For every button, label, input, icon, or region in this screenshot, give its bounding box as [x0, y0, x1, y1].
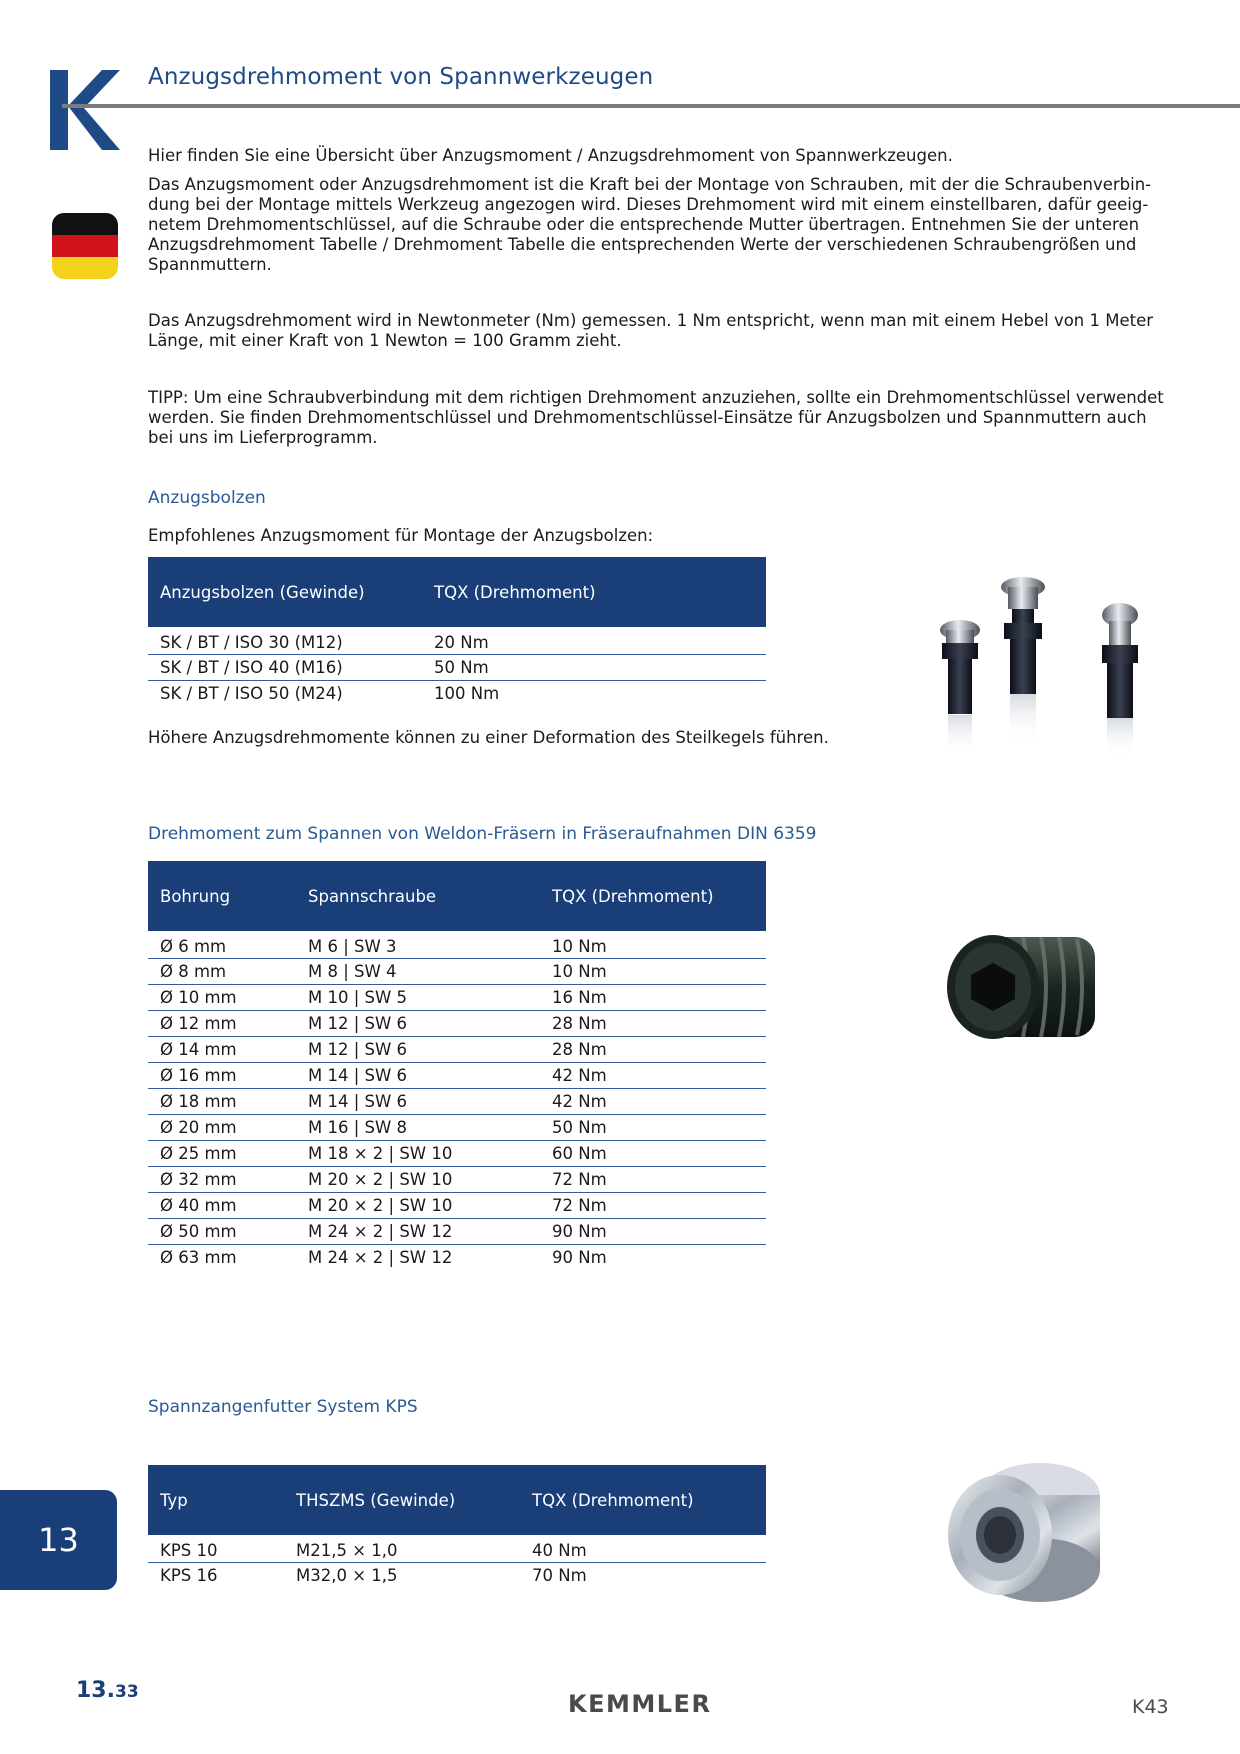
set-screw-image — [945, 925, 1105, 1055]
table-row: Ø 6 mm M 6 | SW 3 10 Nm — [148, 931, 766, 959]
column-header: Spannschraube — [296, 861, 540, 931]
intro-paragraph: Das Anzugsmoment oder Anzugsdrehmoment ist die Kraft bei der Montage von Schrauben, mit der die Schraubenverbin- dung bei der Montage mittels Werkzeug angezogen wird. Dieses Drehmoment wird mit einem einstellbaren, dafür geeig- netem Drehmomentschlüssel, auf die Schraube oder die entsprechende Mutter übertragen. Entnehmen Sie der unteren Anzugsdrehmoment Tabelle / Drehmoment Tabelle die entsprechenden Werte der verschiedenen Schraubengrößen und Spannmuttern. — [148, 175, 1152, 274]
pull-stud-image — [920, 575, 1170, 795]
column-header: TQX (Drehmoment) — [540, 861, 766, 931]
title-rule — [62, 104, 1240, 108]
table-row: Ø 14 mm M 12 | SW 6 28 Nm — [148, 1037, 766, 1063]
table-row: SK / BT / ISO 50 (M24) 100 Nm — [160, 684, 500, 703]
page-number: 13.33 — [76, 1678, 139, 1703]
table-row: Ø 32 mm M 20 × 2 | SW 10 72 Nm — [148, 1167, 766, 1193]
kps-table — [148, 1465, 766, 1588]
section-heading-kps: Spannzangenfutter System KPS — [148, 1397, 418, 1417]
table-row: Ø 8 mm M 8 | SW 4 10 Nm — [148, 959, 766, 985]
section-heading-weldon: Drehmoment zum Spannen von Weldon-Fräsern in Fräseraufnahmen DIN 6359 — [148, 824, 817, 844]
table-row: Ø 20 mm M 16 | SW 8 50 Nm — [148, 1115, 766, 1141]
table-row: Ø 12 mm M 12 | SW 6 28 Nm — [148, 1011, 766, 1037]
column-header: TQX (Drehmoment) — [422, 557, 766, 627]
anzugsbolzen-table — [148, 557, 766, 706]
chapter-tab[interactable]: 13 — [0, 1490, 117, 1590]
column-header: Typ — [148, 1465, 284, 1535]
intro-line: Hier finden Sie eine Übersicht über Anzugsmoment / Anzugsdrehmoment von Spannwerkzeugen. — [148, 146, 953, 165]
table-row: KPS 10 M21,5 × 1,0 40 Nm — [148, 1535, 766, 1563]
logo-k-icon — [50, 70, 120, 150]
column-header: THSZMS (Gewinde) — [284, 1465, 520, 1535]
anzugsbolzen-subtitle: Empfohlenes Anzugsmoment für Montage der Anzugsbolzen: — [148, 526, 654, 545]
catalog-code: K43 — [1132, 1696, 1169, 1718]
brand-logo: KEMMLER — [568, 1690, 712, 1718]
section-heading-anzugsbolzen: Anzugsbolzen — [148, 488, 266, 508]
column-header: TQX (Drehmoment) — [520, 1465, 766, 1535]
table-row: Ø 18 mm M 14 | SW 6 42 Nm — [148, 1089, 766, 1115]
table-row: Ø 16 mm M 14 | SW 6 42 Nm — [148, 1063, 766, 1089]
table-row: Ø 63 mm M 24 × 2 | SW 12 90 Nm — [160, 1248, 607, 1267]
anzugsbolzen-note: Höhere Anzugsdrehmomente können zu einer Deformation des Steilkegels führen. — [148, 728, 829, 747]
germany-flag-icon — [52, 213, 118, 279]
column-header: Anzugsbolzen (Gewinde) — [148, 557, 422, 627]
newtonmeter-paragraph: Das Anzugsdrehmoment wird in Newtonmeter (Nm) gemessen. 1 Nm entspricht, wenn man mit einem Hebel von 1 Meter Länge, mit einer Kraft von 1 Newton = 100 Gramm zieht. — [148, 311, 1154, 350]
table-row: Ø 10 mm M 10 | SW 5 16 Nm — [148, 985, 766, 1011]
table-row: SK / BT / ISO 30 (M12) 20 Nm — [148, 627, 766, 655]
table-row: Ø 40 mm M 20 × 2 | SW 10 72 Nm — [148, 1193, 766, 1219]
tip-paragraph: TIPP: Um eine Schraubverbindung mit dem richtigen Drehmoment anzuziehen, sollte ein Drehmomentschlüssel verwendet werden. Sie finden Drehmomentschlüssel und Drehmomentschlüssel-Einsätze für Anzugsbolzen und Spannmuttern auch bei uns im Lieferprogramm. — [148, 388, 1164, 447]
weldon-table — [148, 861, 766, 1270]
column-header: Bohrung — [148, 861, 296, 931]
table-row: KPS 16 M32,0 × 1,5 70 Nm — [160, 1566, 587, 1585]
kps-nut-image — [940, 1455, 1110, 1615]
table-row: SK / BT / ISO 40 (M16) 50 Nm — [148, 655, 766, 681]
page-title: Anzugsdrehmoment von Spannwerkzeugen — [148, 64, 654, 90]
table-row: Ø 50 mm M 24 × 2 | SW 12 90 Nm — [148, 1219, 766, 1245]
table-row: Ø 25 mm M 18 × 2 | SW 10 60 Nm — [148, 1141, 766, 1167]
